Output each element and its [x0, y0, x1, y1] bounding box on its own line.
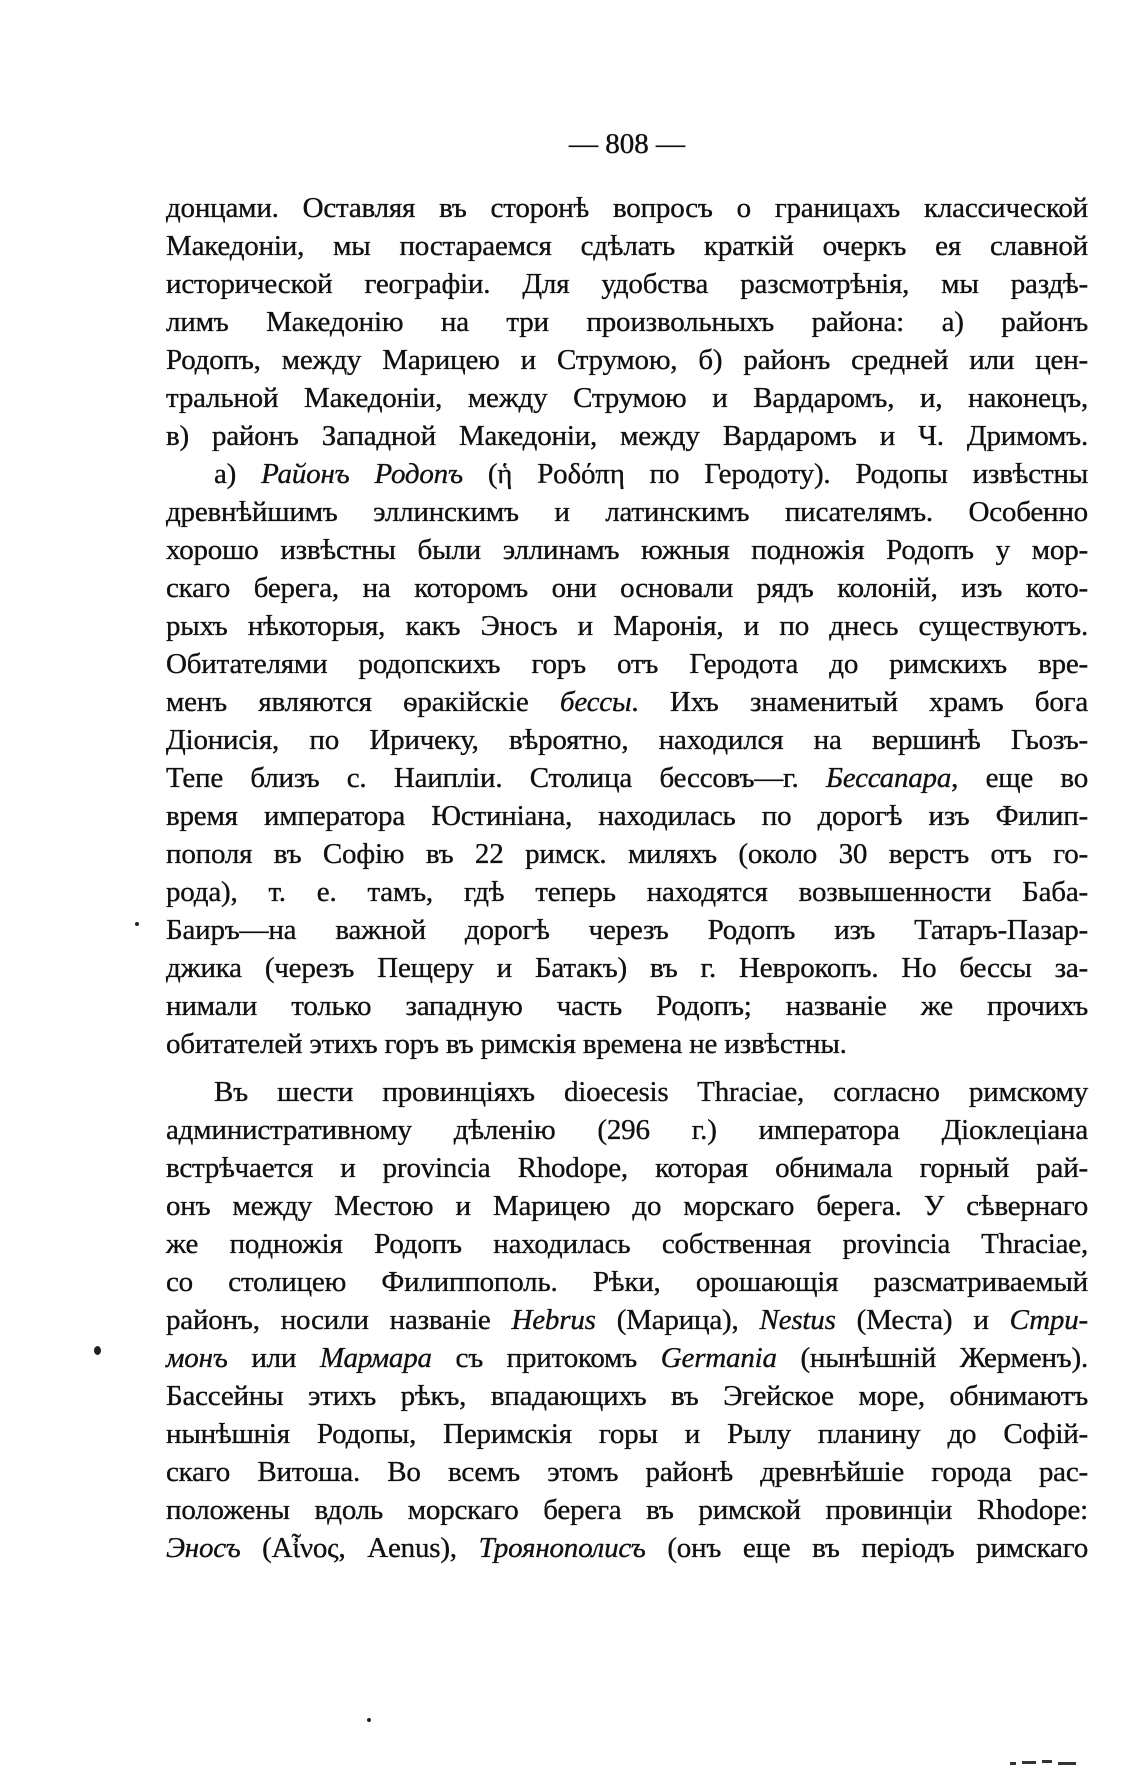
- text-run: время императора Юстиніана, находилась по дорогѣ изъ Филип-: [166, 800, 1088, 832]
- text-run: хорошо извѣстны были эллинамъ южныя подножія Родопъ у мор-: [166, 534, 1088, 566]
- text-run: а): [214, 458, 262, 490]
- text-line: [166, 1073, 1088, 1111]
- italic-text-run: Стри-: [1009, 1304, 1088, 1336]
- text-run: скаго Витоша. Во всемъ этомъ районѣ древнѣйшіе города рас-: [166, 1456, 1088, 1488]
- text-run: встрѣчается и provincia Rhodope, которая обнимала горный рай-: [166, 1152, 1088, 1184]
- text-run: нынѣшнія Родопы, Перимскія горы и Рылу планину до Софій-: [166, 1418, 1088, 1450]
- scan-smudge: [1022, 1761, 1036, 1764]
- text-run: в) районъ Западной Македоніи, между Вардаромъ и Ч. Дримомъ.: [166, 420, 1088, 452]
- page-number: — 808 —: [569, 128, 685, 160]
- text-run: пополя въ Софію въ 22 римск. миляхъ (около 30 верстъ отъ го-: [166, 838, 1088, 870]
- text-line: [166, 797, 1088, 835]
- text-run: менъ являются ѳракійскіе: [166, 686, 560, 718]
- text-run: съ притокомъ: [431, 1342, 661, 1374]
- text-run: Родопъ, между Марицею и Струмою, б) районъ средней или цен-: [166, 344, 1088, 376]
- text-run: джика (черезъ Пещеру и Батакъ) въ г. Неврокопъ. Но бессы за-: [166, 952, 1088, 984]
- scan-smudge: [1058, 1762, 1076, 1765]
- text-run: Баиръ—на важной дорогѣ черезъ Родопъ изъ Татаръ-Пазар-: [166, 914, 1088, 946]
- text-line: [166, 1301, 1088, 1339]
- text-run: . Ихъ знаменитый храмъ бога: [631, 686, 1088, 718]
- italic-text-run: Hebrus: [511, 1304, 596, 1336]
- text-line: [166, 987, 1088, 1025]
- text-line: [166, 1377, 1088, 1415]
- scan-speck: [94, 1346, 101, 1355]
- paragraph: [166, 455, 1088, 1063]
- text-line: [166, 835, 1088, 873]
- text-line: [166, 1263, 1088, 1301]
- text-line: [166, 607, 1088, 645]
- scan-speck: [135, 922, 139, 926]
- text-run: (Αἶνος, Aenus),: [240, 1532, 479, 1564]
- text-run: Бассейны этихъ рѣкъ, впадающихъ въ Эгейское море, обнимаютъ: [166, 1380, 1088, 1412]
- text-run: административному дѣленію (296 г.) императора Діоклеціана: [166, 1114, 1088, 1146]
- italic-text-run: Nestus: [759, 1304, 836, 1336]
- text-run: нимали только западную часть Родопъ; названіе же прочихъ: [166, 990, 1088, 1022]
- text-line: [166, 1415, 1088, 1453]
- text-run: районъ, носили названіе: [166, 1304, 512, 1336]
- text-line: [166, 417, 1088, 455]
- scan-speck: [367, 1718, 371, 1722]
- italic-text-run: Троянополисъ: [478, 1532, 646, 1564]
- text-line: [166, 1491, 1088, 1529]
- text-line: [166, 759, 1088, 797]
- text-line: [166, 455, 1088, 493]
- text-line: [166, 1339, 1088, 1377]
- page-body-text: [166, 189, 1088, 1567]
- text-line: [166, 493, 1088, 531]
- scan-smudge: [1010, 1762, 1016, 1765]
- text-line: [166, 341, 1088, 379]
- text-run: донцами. Оставляя въ сторонѣ вопросъ о границахъ классической: [166, 192, 1088, 224]
- text-line: [166, 721, 1088, 759]
- text-run: со столицею Филиппополь. Рѣки, орошающія разсматриваемый: [166, 1266, 1088, 1298]
- text-run: Въ шести провинціяхъ dioecesis Thraciae, согласно римскому: [214, 1076, 1088, 1108]
- text-run: рыхъ нѣкоторыя, какъ Эносъ и Маронія, и по днесь существуютъ.: [166, 610, 1088, 642]
- text-line: [166, 379, 1088, 417]
- text-run: древнѣйшимъ эллинскимъ и латинскимъ писателямъ. Особенно: [166, 496, 1088, 528]
- text-line: [166, 189, 1088, 227]
- text-line: [166, 1225, 1088, 1263]
- text-run: , еще во: [951, 762, 1089, 794]
- text-line: [166, 873, 1088, 911]
- italic-text-run: Мармара: [319, 1342, 432, 1374]
- text-run: же подножія Родопъ находилась собственная provincia Thraciae,: [166, 1228, 1088, 1260]
- italic-text-run: бессы: [559, 686, 632, 718]
- paragraph: [166, 1073, 1088, 1567]
- italic-text-run: Эносъ: [166, 1532, 241, 1564]
- text-line: [166, 1529, 1088, 1567]
- text-run: (онъ еще въ періодъ римскаго: [645, 1532, 1088, 1564]
- text-line: [166, 265, 1088, 303]
- scan-smudge: [1042, 1760, 1052, 1763]
- text-run: (ἡ Ροδόπη по Геродоту). Родопы извѣстны: [462, 458, 1088, 490]
- text-run: или: [227, 1342, 320, 1374]
- text-line: [166, 1453, 1088, 1491]
- text-run: рода), т. е. тамъ, гдѣ теперь находятся возвышенности Баба-: [166, 876, 1088, 908]
- text-run: Діонисія, по Иричеку, вѣроятно, находился на вершинѣ Гьозъ-: [166, 724, 1088, 756]
- text-line: [166, 683, 1088, 721]
- text-line: [166, 949, 1088, 987]
- italic-text-run: Germania: [660, 1342, 777, 1374]
- text-run: онъ между Местою и Марицею до морскаго берега. У сѣвернаго: [166, 1190, 1088, 1222]
- text-line: [166, 569, 1088, 607]
- text-run: тральной Македоніи, между Струмою и Вардаромъ, и, наконецъ,: [166, 382, 1088, 414]
- text-line: [166, 1025, 1088, 1063]
- text-run: (Марица),: [595, 1304, 760, 1336]
- paragraph: [166, 189, 1088, 455]
- text-line: [166, 303, 1088, 341]
- text-line: [166, 1149, 1088, 1187]
- text-run: (нынѣшній Жерменъ).: [776, 1342, 1088, 1374]
- italic-text-run: Районъ Родопъ: [261, 458, 463, 490]
- text-run: Тепе близъ с. Наипліи. Столица бессовъ—г.: [166, 762, 826, 794]
- italic-text-run: монъ: [166, 1342, 228, 1374]
- text-line: [166, 911, 1088, 949]
- text-run: исторической географіи. Для удобства разсмотрѣнія, мы раздѣ-: [166, 268, 1088, 300]
- text-run: лимъ Македонію на три произвольныхъ района: а) районъ: [166, 306, 1088, 338]
- text-line: [166, 645, 1088, 683]
- text-run: (Места) и: [835, 1304, 1010, 1336]
- text-run: обитателей этихъ горъ въ римскія времена не извѣстны.: [166, 1028, 847, 1060]
- text-run: Македоніи, мы постараемся сдѣлать краткій очеркъ ея славной: [166, 230, 1088, 262]
- italic-text-run: Бессапара: [825, 762, 952, 794]
- text-line: [166, 227, 1088, 265]
- text-run: положены вдоль морскаго берега въ римской провинціи Rhodope:: [166, 1494, 1088, 1526]
- text-line: [166, 1187, 1088, 1225]
- text-line: [166, 1111, 1088, 1149]
- text-run: Обитателями родопскихъ горъ отъ Геродота до римскихъ вре-: [166, 648, 1088, 680]
- text-line: [166, 531, 1088, 569]
- text-run: скаго берега, на которомъ они основали рядъ колоній, изъ кото-: [166, 572, 1088, 604]
